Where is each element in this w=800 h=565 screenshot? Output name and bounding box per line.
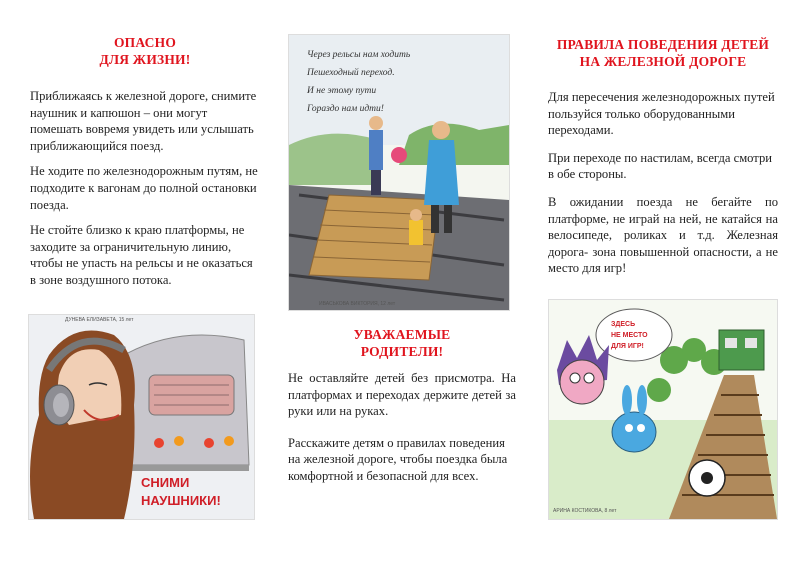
middle-paragraph-1: Не оставляйте детей без присмотра. На платформах и переходах держите детей за руки или на руках. <box>288 371 516 419</box>
note-line4: Гораздо нам идти! <box>307 104 384 114</box>
right-heading-line1: ПРАВИЛА ПОВЕДЕНИЯ ДЕТЕЙ <box>556 37 770 52</box>
right-paragraph-1: Для пересечения железнодорожных путей пользуйся только оборудованными переходами. <box>548 90 775 138</box>
right-paragraph-2: При переходе по настилам, всегда смотри в обе стороны. <box>548 150 772 182</box>
right-drawing-caption: АРИНА КОСТИКОВА, 8 лет <box>553 508 617 514</box>
left-column <box>30 34 260 298</box>
bubble-line1: ЗДЕСЬ <box>611 321 636 328</box>
slogan-line2: НАУШНИКИ! <box>141 493 221 508</box>
middle-drawing-caption: ИВАСЬКОВА ВИКТОРИЯ, 12 лет <box>319 301 396 307</box>
right-heading <box>548 36 778 70</box>
smeshariki-drawing <box>548 299 778 520</box>
left-heading-line1: ОПАСНО <box>113 35 177 50</box>
headphones-drawing-svg <box>29 315 254 519</box>
slogan-line1: СНИМИ <box>141 475 190 490</box>
middle-column <box>288 326 516 494</box>
left-drawing-caption: ДУНЕВА ЕЛИЗАВЕТА, 15 лет <box>65 317 134 323</box>
left-heading-line2: ДЛЯ ЖИЗНИ! <box>99 52 191 67</box>
note-line3: И не этому пути <box>307 86 377 96</box>
headphones-drawing <box>28 314 255 520</box>
bubble-line3: ДЛЯ ИГР! <box>611 343 644 350</box>
middle-heading-line1: УВАЖАЕМЫЕ <box>353 327 451 342</box>
note-line2: Пешеходный переход. <box>307 68 395 78</box>
middle-heading <box>288 326 516 360</box>
left-paragraph-3: Не стойте близко к краю платформы, не заходите за ограничительную линию, чтобы не упасть на рельсы и не оказаться в зоне воздушного потока. <box>30 223 253 287</box>
crossing-drawing-svg <box>289 35 509 310</box>
left-paragraph-1: Приближаясь к железной дороге, снимите наушник и капюшон – они могут помешать вовремя увидеть или услышать приближающийся поезд. <box>30 89 257 153</box>
bubble-line2: НЕ МЕСТО <box>611 332 648 339</box>
left-paragraph-2: Не ходите по железнодорожным путям, не подходите к вагонам до полной остановки поезда. <box>30 164 258 212</box>
note-line1: Через рельсы нам ходить <box>307 50 411 60</box>
left-heading <box>30 34 260 68</box>
middle-paragraph-2: Расскажите детям о правилах поведения на железной дороге, чтобы поездка была комфортной и безопасной для всех. <box>288 435 508 483</box>
crossing-drawing <box>288 34 510 311</box>
middle-heading-line2: РОДИТЕЛИ! <box>360 344 444 359</box>
smeshariki-drawing-svg <box>549 300 777 519</box>
right-paragraph-3: В ожидании поезда не бегайте по платформе, не играй на ней, не катайся на велосипеде, роликах и т.д. Железная дорога- зона повышенной опасности, а не место для игр! <box>548 194 778 276</box>
right-column <box>548 36 778 286</box>
right-heading-line2: НА ЖЕЛЕЗНОЙ ДОРОГЕ <box>579 54 747 69</box>
